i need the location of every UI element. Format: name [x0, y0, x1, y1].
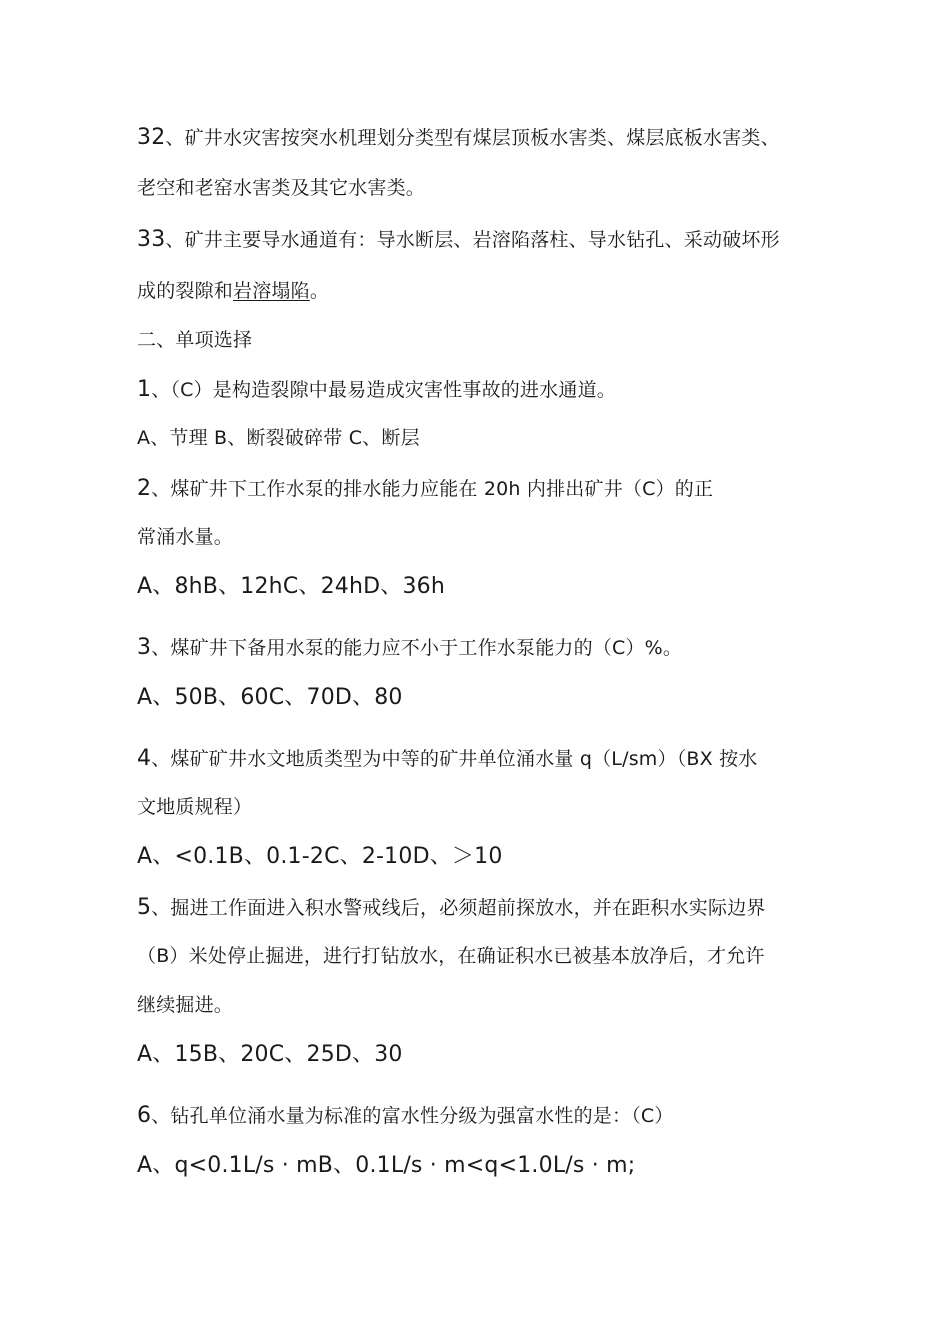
item-number: 2: [137, 476, 152, 501]
line-text: （B）米处停止掘进，进行打钻放水，在确证积水已被基本放净后，才允许: [137, 945, 765, 967]
options-line: [137, 429, 420, 448]
options-line: [137, 576, 445, 598]
item-number: 32: [137, 125, 166, 150]
line-text: 、钻孔单位涌水量为标准的富水性分级为强富水性的是：（C）: [151, 1105, 674, 1127]
item-number: 3: [137, 635, 152, 660]
item-number: 1: [137, 377, 152, 402]
text-line: [137, 282, 329, 301]
item-number: 5: [137, 895, 152, 920]
item-number: 4: [137, 746, 152, 771]
line-text: A、<0.1B、0.1-2C、2-10D、＞10: [137, 844, 503, 869]
line-text: 、煤矿井下备用水泵的能力应不小于工作水泵能力的（C）%。: [151, 637, 683, 659]
text-line: [137, 127, 780, 149]
line-text: 、煤矿井下工作水泵的排水能力应能在 20h 内排出矿井（C）的正: [151, 478, 714, 500]
text-line: [137, 798, 252, 817]
line-text: A、8hB、12hC、24hD、36h: [137, 574, 445, 599]
line-text: 、（C）是构造裂隙中最易造成灾害性事故的进水通道。: [151, 379, 616, 401]
line-text: A、q<0.1L/s · mB、0.1L/s · m<q<1.0L/s · m;: [137, 1153, 636, 1178]
options-line: [137, 1155, 635, 1177]
line-text: A、15B、20C、25D、30: [137, 1042, 403, 1067]
question-line: [137, 748, 758, 770]
underlined-term: 岩溶塌陷: [233, 280, 310, 302]
text-line: [137, 179, 425, 198]
text-line: [137, 947, 765, 966]
text-line: [137, 229, 780, 251]
line-text: 、掘进工作面进入积水警戒线后，必须超前探放水，并在距积水实际边界: [151, 897, 766, 919]
line-text: 、矿井水灾害按突水机理划分类型有煤层顶板水害类、煤层底板水害类、: [165, 127, 780, 149]
line-text: 文地质规程）: [137, 796, 253, 818]
question-line: [137, 1105, 674, 1127]
line-text-end: 。: [309, 280, 330, 302]
text-line: [137, 528, 233, 547]
question-line: [137, 379, 616, 401]
line-text: 成的裂隙和: [137, 280, 234, 302]
line-text: A、50B、60C、70D、80: [137, 685, 403, 710]
line-text: 常涌水量。: [137, 526, 234, 548]
line-text: 、煤矿矿井水文地质类型为中等的矿井单位涌水量 q（L/sm）（BX 按水: [151, 748, 758, 770]
line-text: 二、单项选择: [137, 329, 253, 351]
line-text: 、矿井主要导水通道有：导水断层、岩溶陷落柱、导水钻孔、采动破坏形: [165, 229, 780, 251]
line-text: 老空和老窑水害类及其它水害类。: [137, 177, 426, 199]
question-line: [137, 478, 713, 500]
line-text: 继续掘进。: [137, 994, 234, 1016]
question-line: [137, 897, 766, 919]
text-line: [137, 996, 233, 1015]
item-number: 33: [137, 227, 166, 252]
options-line: [137, 687, 403, 709]
item-number: 6: [137, 1103, 152, 1128]
options-line: [137, 1044, 403, 1066]
section-heading: [137, 331, 252, 350]
question-line: [137, 637, 682, 659]
options-line: [137, 846, 503, 868]
line-text: A、节理 B、断裂破碎带 C、断层: [137, 427, 420, 449]
